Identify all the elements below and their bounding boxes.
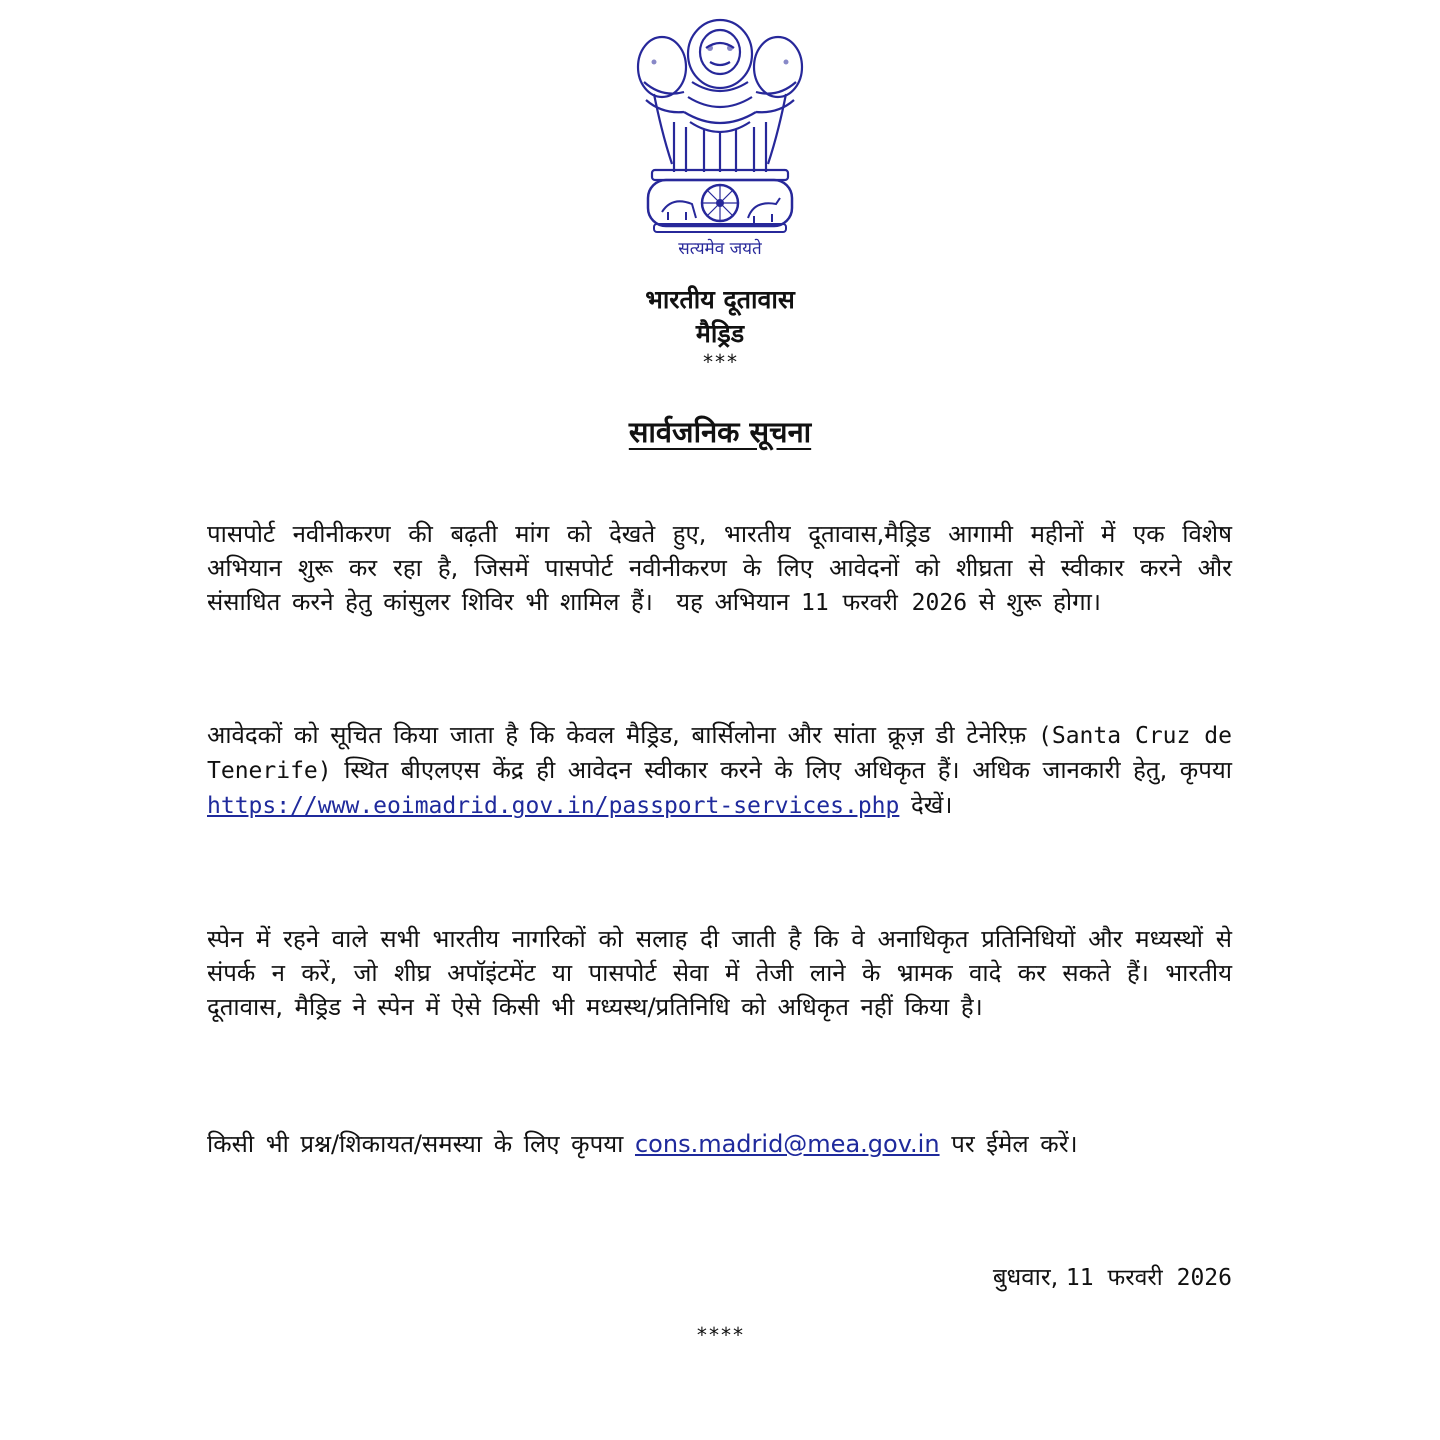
embassy-city: मैड्रिड bbox=[695, 319, 745, 348]
contact-text-end: पर ईमेल करें। bbox=[951, 1130, 1078, 1158]
bls-text-end: देखें। bbox=[911, 791, 953, 819]
advisory-text: स्पेन में रहने वाले सभी भारतीय नागरिकों को सलाह दी जाती है कि वे अनाधिकृत प्रतिनिधियों और मध्यस्थों से संपर्क न करें, जो शीघ्र अपॉइंटमेंट या पासपोर्ट सेवा में तेजी लाने के भ्रामक वादे कर सकते हैं। भारतीय दूतावास, मैड्रिड ने स्पेन में ऐसे किसी भी मध्यस्थ/प्रतिनिधि को अधिकृत नहीं किया है। bbox=[207, 925, 1232, 1021]
contact-email-link[interactable]: cons.madrid@mea.gov.in bbox=[634, 1130, 940, 1158]
tenerife-name: (Santa Cruz de Tenerife) bbox=[207, 723, 1232, 784]
passport-services-link[interactable]: https://www.eoimadrid.gov.in/passport-services.php bbox=[207, 793, 900, 819]
campaign-start-date: 11 फरवरी 2026 bbox=[800, 590, 968, 616]
emblem-motto: सत्यमेव जयते bbox=[678, 239, 762, 259]
notice-title: सार्वजनिक सूचना bbox=[628, 415, 812, 449]
paragraph-campaign bbox=[207, 517, 1232, 620]
page-title bbox=[420, 412, 1020, 451]
paragraph-bls-centres bbox=[207, 718, 1232, 823]
end-separator: **** bbox=[695, 1323, 745, 1347]
campaign-start-text: यह अभियान bbox=[676, 588, 790, 616]
national-emblem-icon bbox=[634, 12, 806, 244]
contact-text: किसी भी प्रश्न/शिकायत/समस्या के लिए कृपया bbox=[207, 1130, 624, 1158]
bls-text-continued: स्थित बीएलएस केंद्र ही आवेदन स्वीकार करने के लिए अधिकृत हैं। अधिक जानकारी हेतु, कृपया bbox=[344, 756, 1232, 784]
paragraph-contact bbox=[207, 1127, 1232, 1161]
paragraph-advisory bbox=[207, 922, 1232, 1024]
bls-text: आवेदकों को सूचित किया जाता है कि केवल मैड्रिड, बार्सिलोना और सांता क्रूज़ डी टेनेरिफ़ bbox=[207, 721, 1027, 749]
date-value: 11 फरवरी 2026 bbox=[1065, 1265, 1232, 1291]
embassy-name: भारतीय दूतावास bbox=[645, 285, 795, 314]
header-separator: *** bbox=[701, 350, 739, 374]
date-weekday: बुधवार, bbox=[992, 1263, 1059, 1291]
campaign-text: पासपोर्ट नवीनीकरण की बढ़ती मांग को देखते हुए, भारतीय दूतावास,मैड्रिड आगामी महीनों में एक विशेष अभियान शुरू कर रहा है, जिसमें पासपोर्ट नवीनीकरण के लिए आवेदनों को शीघ्रता से स्वीकार करने और संसाधित करने हेतु कांसुलर शिविर भी शामिल हैं। bbox=[207, 520, 1232, 616]
campaign-start-end: से शुरू होगा। bbox=[978, 588, 1101, 616]
notice-date bbox=[993, 1260, 1232, 1293]
